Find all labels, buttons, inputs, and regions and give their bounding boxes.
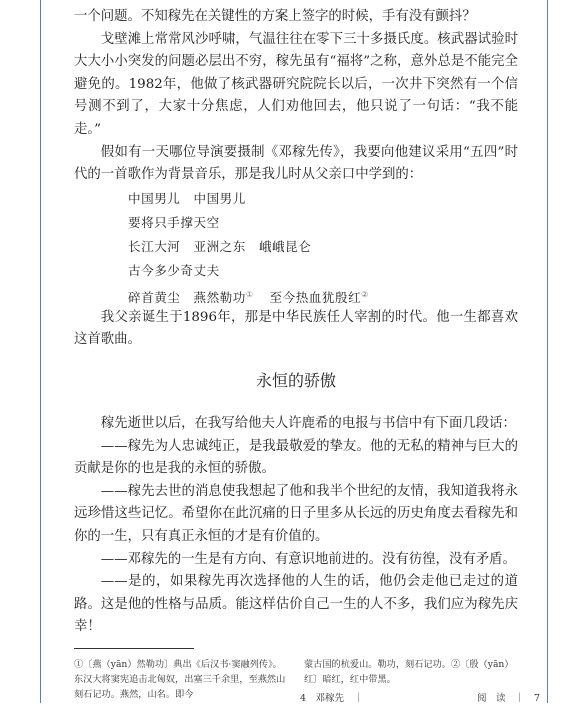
lyric-line: 长江大河 亚洲之东 峨峨昆仑 <box>128 238 312 254</box>
paragraph-father: 我父亲诞生于1896年，那是中华民族任人宰割的时代。他一生都喜欢这首歌曲。 <box>74 309 518 348</box>
page-frame-right-line <box>547 0 548 703</box>
quote-paragraph: ——稼先为人忠诚纯正，是我最敬爱的挚友。他的无私的精神与巨大的贡献是你的也是我的永恒的骄傲。 <box>74 438 518 477</box>
footnote-marker: ① <box>245 289 254 299</box>
lyric-line: 要将只手撑天空 <box>128 214 220 230</box>
page-footer <box>300 690 540 704</box>
footer-right: 阅 读 ｜ 7 <box>476 693 540 704</box>
paragraph-gobi: 戈壁滩上常常风沙呼啸，气温往往在零下三十多摄氏度。核武器试验时大大小小突发的问题必层出不穷，稼先虽有“福将”之称，意外总是不能完全避免的。1982年，他做了核武器研究院院长以后，一次井下突然有一个信号测不到了，大家十分焦虑，人们劝他回去，他只说了一句话：“我不能走。” <box>74 31 518 137</box>
section-title: 永恒的骄傲 <box>255 370 336 390</box>
paragraph-song-intro: 假如有一天哪位导演要摄制《邓稼先传》，我要向他建议采用“五四”时代的一首歌作为背景音乐，那是我儿时从父亲口中学到的： <box>74 144 518 183</box>
quote-paragraph: ——稼先去世的消息使我想起了他和我半个世纪的友情，我知道我将永远珍惜这些记忆。希望你在此沉痛的日子里多从长远的历史角度去看稼先和你的一生，只有真正永恒的才是有价值的。 <box>74 483 518 544</box>
footnote-column-left: ①〔燕（yān）然勒功〕典出《后汉书·窦融列传》。东汉大将窦宪追击北匈奴，出塞三千余里，至燕然山刻石记功。燕然，山名。即今 <box>74 658 286 700</box>
footnote-marker: ② <box>361 289 369 299</box>
lyric-line <box>128 283 518 307</box>
page-body <box>74 6 518 702</box>
lyric-line: 中国男儿 中国男儿 <box>128 190 246 206</box>
lyric-line: 古今多少奇丈夫 <box>128 262 220 278</box>
lyric-segment: 碎首黄尘 燕然勒功 <box>128 289 246 305</box>
paragraph-continued: 一个问题。不知稼先在关键性的方案上签字的时候，手有没有颤抖？ <box>74 9 476 24</box>
footnote-divider <box>74 648 194 649</box>
lyric-segment: 至今热血犹殷红 <box>269 289 362 305</box>
quote-paragraph: ——邓稼先的一生是有方向、有意识地前进的。没有彷徨，没有矛盾。 <box>100 551 516 567</box>
paragraph-letters: 稼先逝世以后，在我写给他夫人许鹿希的电报与书信中有下面几段话： <box>100 415 516 431</box>
footnote-column-right: 蒙古国的杭爱山。勒功，刻石记功。②〔殷（yān）红〕暗红，红中带黑。 <box>304 658 514 685</box>
page-frame-left-line <box>40 0 41 703</box>
quote-paragraph: ——是的，如果稼先再次选择他的人生的话，他仍会走他已走过的道路。这是他的性格与品质。能这样估价自己一生的人不多，我们应为稼先庆幸！ <box>74 574 518 635</box>
footer-left: 4 邓稼先 ｜ <box>300 693 364 704</box>
song-lyrics <box>128 187 518 307</box>
